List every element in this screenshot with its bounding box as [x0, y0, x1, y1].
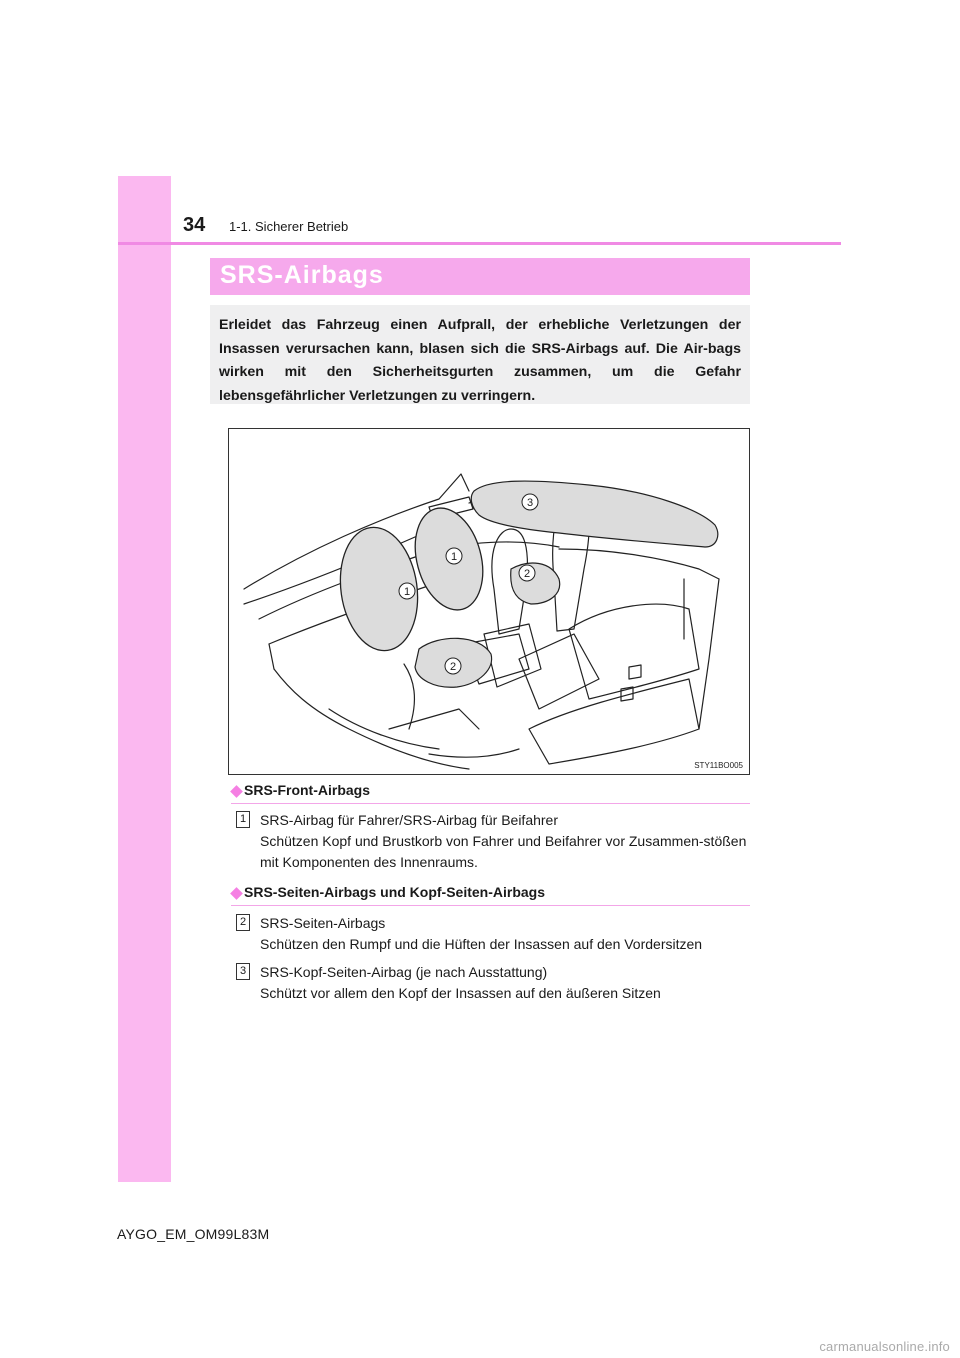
intro-box	[210, 305, 750, 404]
item-name: SRS-Kopf-Seiten-Airbag (je nach Ausstattung)	[260, 964, 548, 980]
item-name: SRS-Seiten-Airbags	[260, 915, 386, 931]
callout-1b: 1	[403, 586, 411, 598]
item-text	[260, 962, 752, 1004]
item-number-badge: 3	[236, 963, 250, 980]
section-title: SRS-Seiten-Airbags und Kopf-Seiten-Airbags	[244, 884, 546, 900]
section-side-airbags	[231, 883, 750, 906]
callout-1a: 1	[450, 551, 458, 563]
page-title: SRS-Airbags	[220, 261, 384, 289]
item-number-badge: 1	[236, 811, 250, 828]
callout-3: 3	[526, 497, 534, 509]
item-number-badge: 2	[236, 914, 250, 931]
chapter-label: 1-1. Sicherer Betrieb	[229, 219, 349, 234]
car-interior-drawing	[229, 429, 750, 775]
chapter-sidebar	[118, 176, 171, 1182]
item-name: SRS-Airbag für Fahrer/SRS-Airbag für Beifahrer	[260, 812, 558, 828]
watermark[interactable]: carmanualsonline.info	[819, 1339, 950, 1354]
item-text	[260, 913, 752, 955]
diamond-icon	[230, 785, 243, 798]
side-airbag-right-shape	[511, 563, 560, 604]
header-rule	[118, 242, 841, 245]
figure-code: STY11BO005	[694, 761, 743, 770]
item-description: Schützen den Rumpf und die Hüften der Insassen auf den Vordersitzen	[260, 936, 703, 952]
callout-2b: 2	[449, 661, 457, 673]
callout-2a: 2	[523, 568, 531, 580]
diamond-icon	[230, 887, 243, 900]
item-description: Schützen Kopf und Brustkorb von Fahrer und Beifahrer vor Zusammen-stößen mit Komponenten des Innenraums.	[260, 833, 747, 870]
item-text	[260, 810, 752, 873]
page-number: 34	[183, 214, 206, 236]
footer-code: AYGO_EM_OM99L83M	[117, 1226, 270, 1242]
airbag-illustration	[228, 428, 750, 775]
curtain-airbag-shape	[471, 481, 717, 547]
section-front-airbags	[231, 781, 750, 804]
item-description: Schützt vor allem den Kopf der Insassen auf den äußeren Sitzen	[260, 985, 661, 1001]
title-banner	[210, 258, 750, 295]
intro-text: Erleidet das Fahrzeug einen Aufprall, der erhebliche Verletzungen der Insassen verursachen kann, blasen sich die SRS-Airbags auf. Die Air-bags wirken mit den Sicherheitsgurten zusammen, um die Gefahr lebensgefährlicher Verletzungen zu verringern.	[219, 317, 741, 404]
section-title: SRS-Front-Airbags	[244, 782, 370, 798]
